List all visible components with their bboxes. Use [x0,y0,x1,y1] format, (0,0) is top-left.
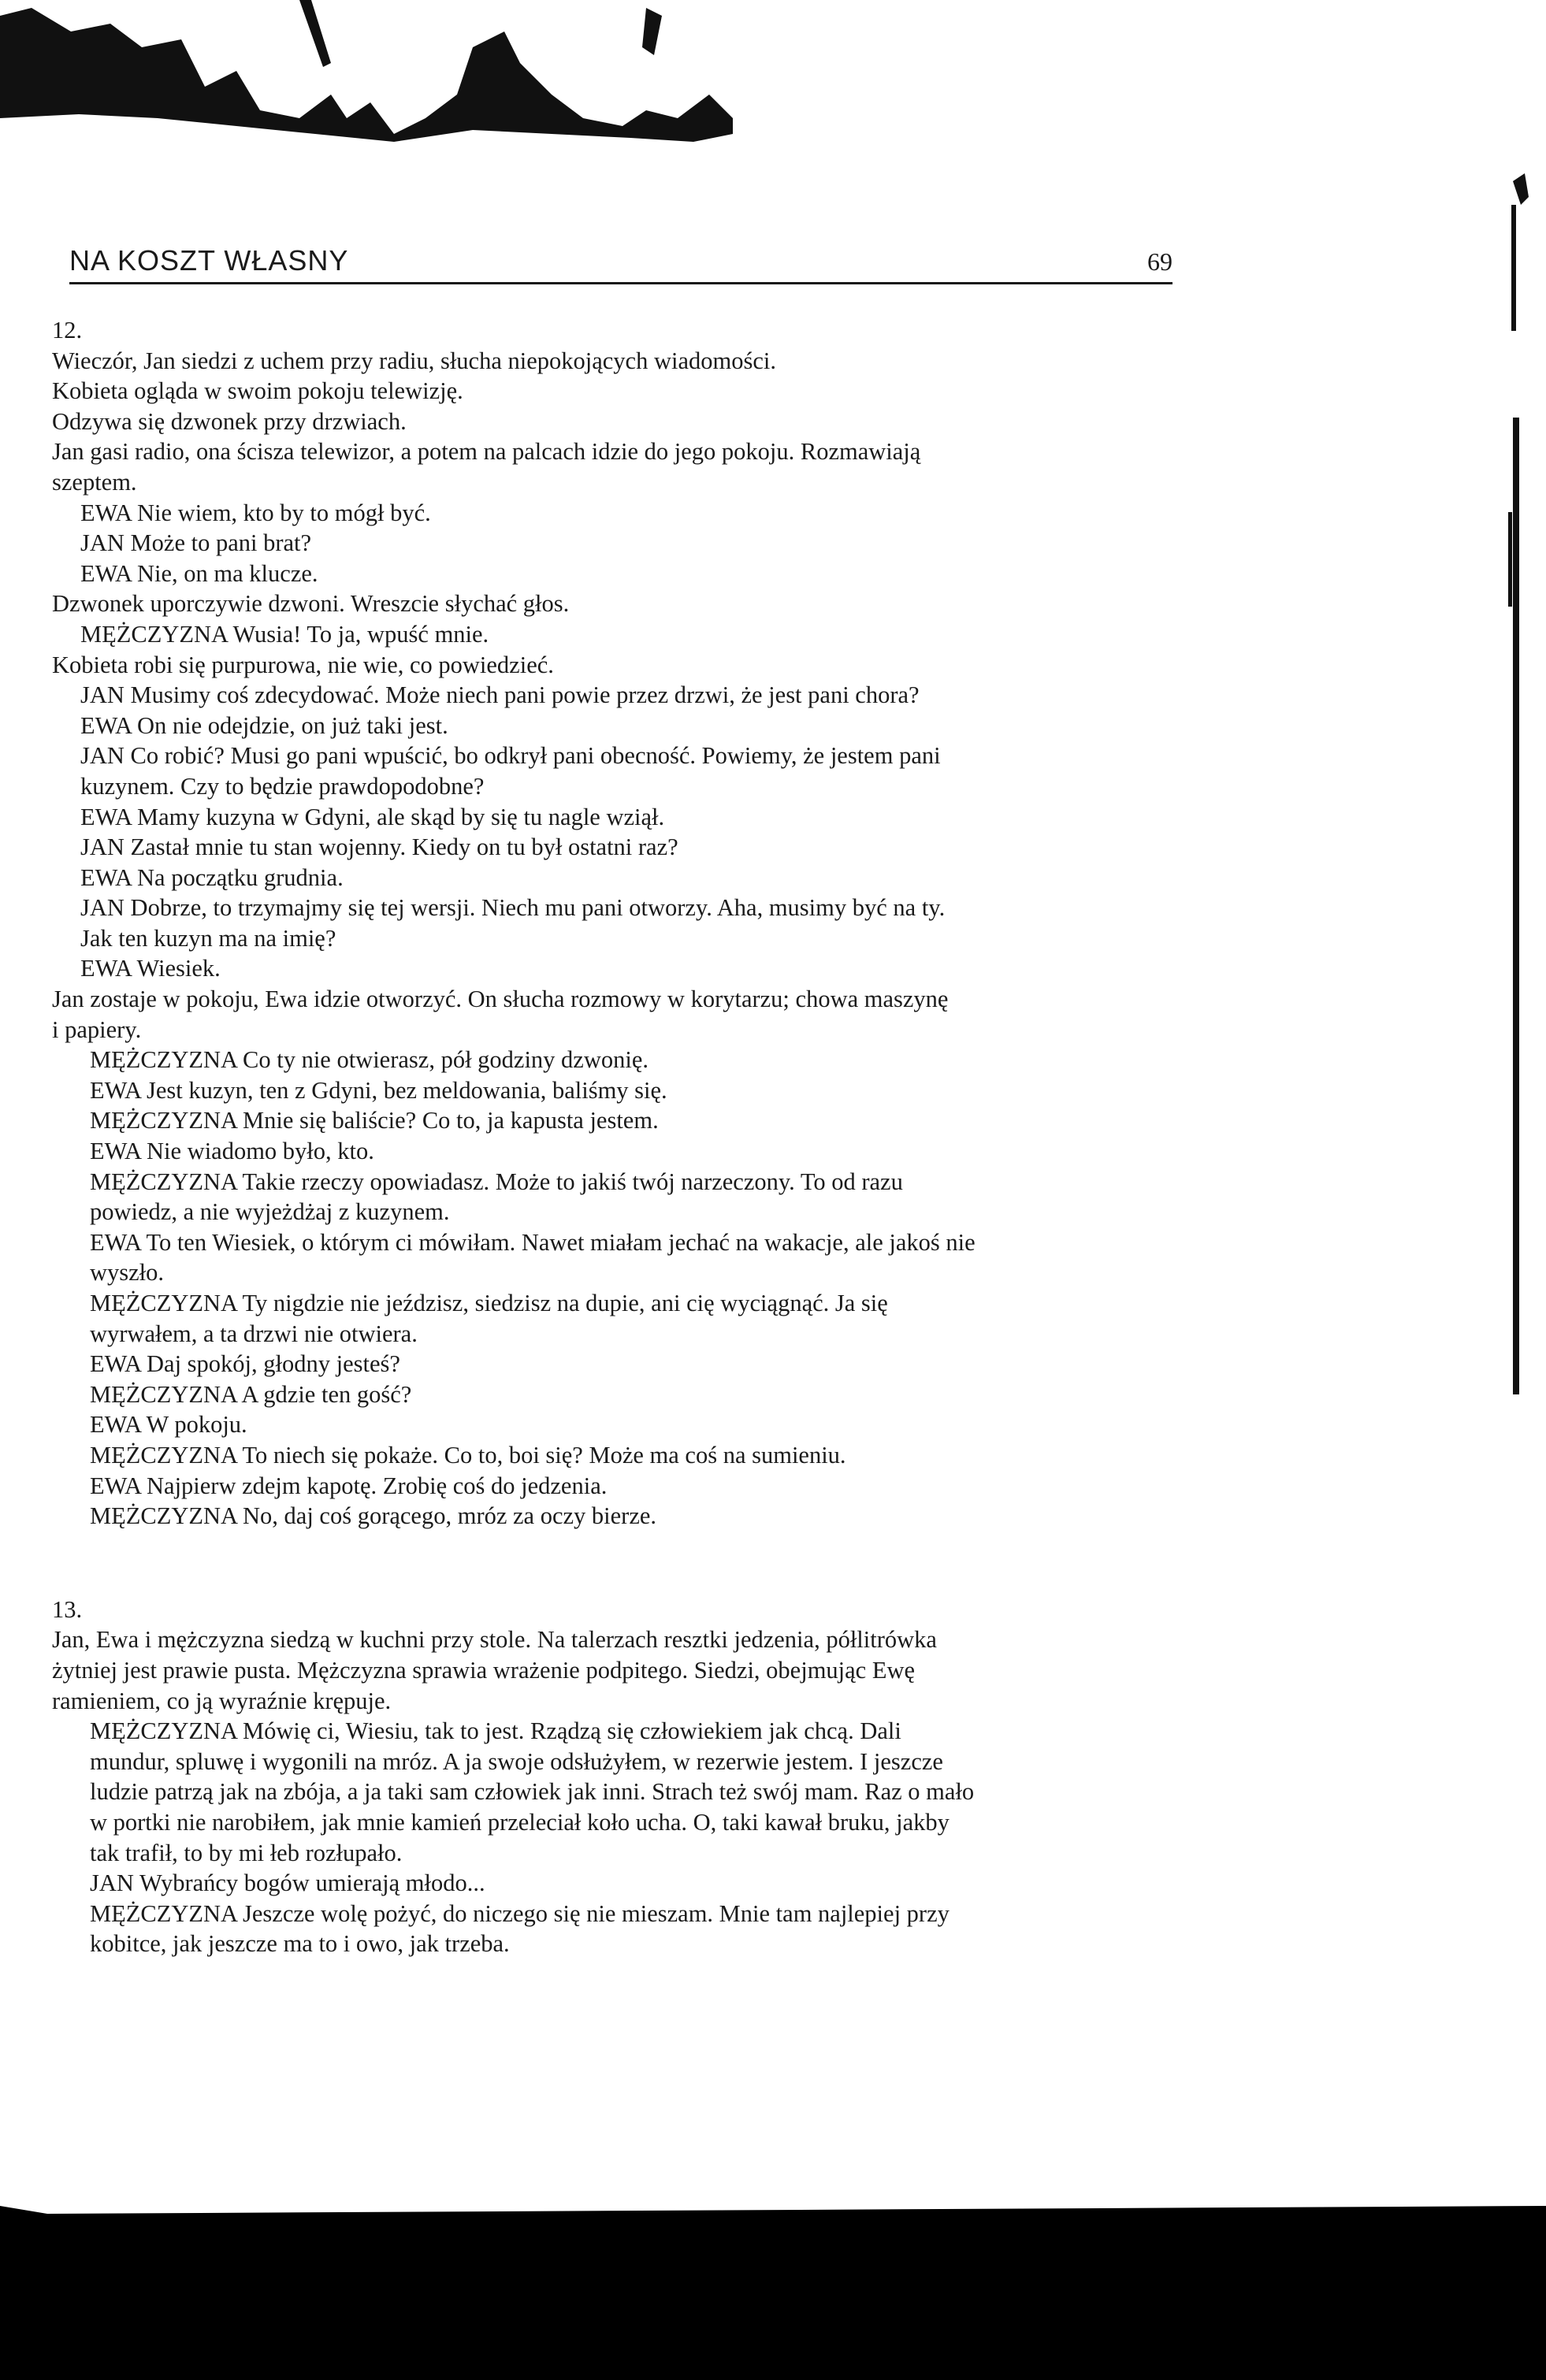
text-line: JAN Dobrze, to trzymajmy się tej wersji. Niech mu pani otworzy. Aha, musimy być na ty. [80,894,946,922]
text-line: MĘŻCZYZNA Co ty nie otwierasz, pół godziny dzwonię. [90,1046,649,1074]
text-line: MĘŻCZYZNA Wusia! To ja, wpuść mnie. [80,620,489,648]
text-line: tak trafił, to by mi łeb rozłupało. [90,1839,403,1866]
text-line: Jak ten kuzyn ma na imię? [80,924,336,952]
text-line: JAN Musimy coś zdecydować. Może niech pani powie przez drzwi, że jest pani chora? [80,681,920,709]
text-line: MĘŻCZYZNA A gdzie ten gość? [90,1380,412,1408]
text-line: Dzwonek uporczywie dzwoni. Wreszcie słychać głos. [52,590,570,618]
text-line: kuzynem. Czy to będzie prawdopodobne? [80,772,485,800]
scan-artifact-top [0,0,756,150]
text-line: MĘŻCZYZNA Ty nigdzie nie jeździsz, siedzisz na dupie, ani cię wyciągnąć. Ja się [90,1290,888,1316]
scene-gap [49,1532,1223,1595]
running-title: NA KOSZT WŁASNY [69,244,349,277]
text-line: MĘŻCZYZNA Mówię ci, Wiesiu, tak to jest. Rządzą się człowiekiem jak chcą. Dali [90,1717,901,1745]
text-line: Wieczór, Jan siedzi z uchem przy radiu, słucha niepokojących wiadomości. [52,347,776,374]
text-line: JAN Może to pani brat? [80,529,312,557]
text-line: JAN Wybrańcy bogów umierają młodo... [90,1869,485,1897]
text-line: szeptem. [52,468,137,496]
text-line: Odzywa się dzwonek przy drzwiach. [52,407,407,435]
text-line: EWA Nie wiem, kto by to mógł być. [80,499,431,526]
text-line: EWA Na początku grudnia. [80,863,344,891]
text-line: powiedz, a nie wyjeżdżaj z kuzynem. [90,1198,450,1226]
text-line: JAN Zastał mnie tu stan wojenny. Kiedy on tu był ostatni raz? [80,834,678,861]
text-line: Jan zostaje w pokoju, Ewa idzie otworzyć. On słucha rozmowy w korytarzu; chowa maszynę [52,986,949,1013]
text-line: i papiery. [52,1015,142,1043]
text-line: Kobieta ogląda w swoim pokoju telewizję. [52,377,463,405]
text-line: wyszło. [90,1259,165,1287]
text-line: Kobieta robi się purpurowa, nie wie, co powiedzieć. [52,651,554,678]
text-line: żytniej jest prawie pusta. Mężczyzna sprawia wrażenie podpitego. Siedzi, obejmując Ewę [52,1656,916,1684]
text-line: Jan, Ewa i mężczyzna siedzą w kuchni przy stole. Na talerzach resztki jedzenia, półlitrówka [52,1626,937,1654]
scan-artifact-right [1481,150,1546,1410]
page-number: 69 [1147,247,1173,276]
text-line: ramieniem, co ją wyraźnie krępuje. [52,1687,392,1714]
text-line: EWA Najpierw zdejm kapotę. Zrobię coś do jedzenia. [90,1472,608,1499]
text-line: MĘŻCZYZNA Jeszcze wolę pożyć, do niczego się nie mieszam. Mnie tam najlepiej przy [90,1899,950,1927]
text-line: EWA On nie odejdzie, on już taki jest. [80,711,448,739]
text-line: wyrwałem, a ta drzwi nie otwiera. [90,1320,418,1347]
scan-artifact-bottom [0,2206,1546,2380]
text-line: EWA Nie wiadomo było, kto. [90,1138,374,1165]
script-text [49,315,1223,1959]
text-line: EWA W pokoju. [90,1411,247,1439]
text-line: EWA Mamy kuzyna w Gdyni, ale skąd by się tu nagle wziął. [80,803,665,830]
text-line: EWA Nie, on ma klucze. [80,559,318,587]
text-line: ludzie patrzą jak na zbója, a ja taki sam człowiek jak inni. Strach też swój mam. Raz o mało [90,1778,975,1806]
text-line: Jan gasi radio, ona ścisza telewizor, a potem na palcach idzie do jego pokoju. Rozmawiają [52,438,921,466]
text-line: kobitce, jak jeszcze ma to i owo, jak trzeba. [90,1930,510,1958]
text-line: 12. [52,317,83,343]
text-line: EWA Jest kuzyn, ten z Gdyni, bez meldowania, baliśmy się. [90,1076,667,1104]
text-line: EWA Daj spokój, głodny jesteś? [90,1350,400,1378]
text-line: mundur, spluwę i wygonili na mróz. A ja swoje odsłużyłem, w rezerwie jestem. I jeszcze [90,1747,943,1775]
text-line: EWA Wiesiek. [80,955,221,982]
text-line: w portki nie narobiłem, jak mnie kamień przeleciał koło ucha. O, taki kawał bruku, jakby [90,1808,950,1836]
text-line: MĘŻCZYZNA No, daj coś gorącego, mróz za oczy bierze. [90,1502,657,1530]
text-line: JAN Co robić? Musi go pani wpuścić, bo odkrył pani obecność. Powiemy, że jestem pani [80,742,941,770]
text-line: MĘŻCZYZNA Mnie się baliście? Co to, ja kapusta jestem. [90,1107,659,1134]
page-header [69,243,1173,284]
text-line: MĘŻCZYZNA Takie rzeczy opowiadasz. Może to jakiś twój narzeczony. To od razu [90,1168,903,1195]
text-line: EWA To ten Wiesiek, o którym ci mówiłam. Nawet miałam jechać na wakacje, ale jakoś nie [90,1228,976,1256]
text-line: 13. [52,1595,83,1623]
text-line: MĘŻCZYZNA To niech się pokaże. Co to, boi się? Może ma coś na sumieniu. [90,1441,846,1468]
